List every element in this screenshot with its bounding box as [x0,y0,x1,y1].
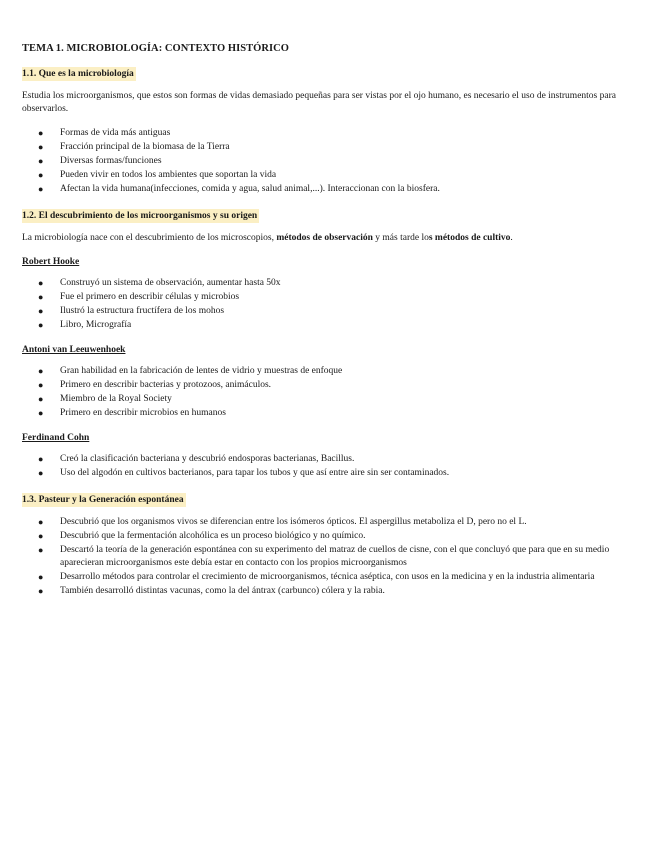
cohn-list [22,453,642,480]
list-item [22,305,642,318]
bullet-icon: ● [38,170,44,180]
list-item-text: Uso del algodón en cultivos bacterianos, para tapar los tubos y que así entre aire sin ser contaminados. [60,468,450,478]
section-heading-wrapper [22,208,642,223]
list-item-text: Desarrollo métodos para controlar el crecimiento de microorganismos, técnica aséptica, con usos en la medicina y en la industria alimentaria [60,572,595,582]
list-item [22,453,642,466]
bullet-icon: ● [38,572,44,582]
subheading-ferdinand-cohn: Ferdinand Cohn [22,433,90,443]
document-page [22,42,642,610]
list-item-text: Gran habilidad en la fabricación de lentes de vidrio y muestras de enfoque [60,366,343,376]
list-item-text: Miembro de la Royal Society [60,394,172,404]
bullet-icon: ● [38,366,44,376]
list-item-text: Fracción principal de la biomasa de la Tierra [60,142,230,152]
section-heading-1-2: 1.2. El descubrimiento de los microorganismos y su origen [22,211,258,221]
section-1-2-paragraph [22,232,642,245]
bullet-icon: ● [38,545,44,555]
list-item [22,585,642,598]
list-item-text: Libro, Micrografía [60,320,132,330]
list-item [22,544,642,570]
list-item-text: Primero en describir bacterias y protozoos, animáculos. [60,380,272,390]
list-item-text: Afectan la vida humana(infecciones, comida y agua, salud animal,...). Interaccionan con la biosfera. [60,184,440,194]
list-item-text: Construyó un sistema de observación, aumentar hasta 50x [60,278,281,288]
bullet-icon: ● [38,394,44,404]
section-1-1-paragraph: Estudia los microorganismos, que estos son formas de vidas demasiado pequeñas para ser vistas por el ojo humano, es necesario el uso de instrumentos para observarlos. [22,91,616,114]
list-item [22,379,642,392]
bullet-icon: ● [38,468,44,478]
section-heading-wrapper [22,66,642,81]
para-bold-text: métodos de observación [276,233,373,243]
list-item [22,407,642,420]
list-item [22,516,642,529]
list-item [22,365,642,378]
bullet-icon: ● [38,586,44,596]
bullet-icon: ● [38,517,44,527]
section-1-1-list [22,127,642,196]
list-item-text: Diversas formas/funciones [60,156,162,166]
list-item-text: Formas de vida más antiguas [60,128,171,138]
para-text: y más tarde lo [372,233,429,243]
para-text: . [510,233,513,243]
list-item-text: Pueden vivir en todos los ambientes que soportan la vida [60,170,277,180]
list-item [22,393,642,406]
para-bold-text: s métodos de cultivo [428,233,511,243]
section-heading-1-3: 1.3. Pasteur y la Generación espontánea [22,495,184,505]
section-heading-1-1: 1.1. Que es la microbiología [22,69,134,79]
bullet-icon: ● [38,380,44,390]
list-item [22,277,642,290]
list-item-text: Descubrió que la fermentación alcohólica es un proceso biológico y no químico. [60,531,366,541]
bullet-icon: ● [38,292,44,302]
bullet-icon: ● [38,184,44,194]
subheading-robert-hooke: Robert Hooke [22,257,80,267]
bullet-icon: ● [38,408,44,418]
list-item [22,155,642,168]
list-item-text: También desarrolló distintas vacunas, como la del ántrax (carbunco) cólera y la rabia. [60,586,385,596]
bullet-icon: ● [38,320,44,330]
list-item [22,141,642,154]
list-item [22,127,642,140]
leeuwenhoek-list [22,365,642,420]
list-item [22,291,642,304]
subheading-antoni-van-leeuwenhoek: Antoni van Leeuwenhoek [22,345,126,355]
bullet-icon: ● [38,156,44,166]
list-item [22,183,642,196]
section-1-3-list [22,516,642,598]
list-item-text: Fue el primero en describir células y microbios [60,292,240,302]
bullet-icon: ● [38,278,44,288]
bullet-icon: ● [38,454,44,464]
bullet-icon: ● [38,142,44,152]
bullet-icon: ● [38,128,44,138]
bullet-icon: ● [38,531,44,541]
document-title: TEMA 1. MICROBIOLOGÍA: CONTEXTO HISTÓRICO [22,43,290,54]
section-heading-wrapper [22,492,642,507]
list-item [22,169,642,182]
para-text: La microbiología nace con el descubrimiento de los microscopios, [22,233,277,243]
list-item [22,571,642,584]
list-item-text: Primero en describir microbios en humanos [60,408,226,418]
list-item-text: Descartó la teoría de la generación espontánea con su experimento del matraz de cuellos de cisne, con el que concluyó que para que en su medio aparecieran microorganismos este debía estar en contacto con los propios microorganismos [60,545,610,568]
bullet-icon: ● [38,306,44,316]
list-item-text: Descubrió que los organismos vivos se diferencian entre los isómeros ópticos. El aspergillus metaboliza el D, pero no el L. [60,517,527,527]
list-item [22,530,642,543]
list-item-text: Creó la clasificación bacteriana y descubrió endosporas bacterianas, Bacillus. [60,454,355,464]
list-item-text: Ilustró la estructura fructífera de los mohos [60,306,225,316]
list-item [22,467,642,480]
list-item [22,319,642,332]
hooke-list [22,277,642,332]
